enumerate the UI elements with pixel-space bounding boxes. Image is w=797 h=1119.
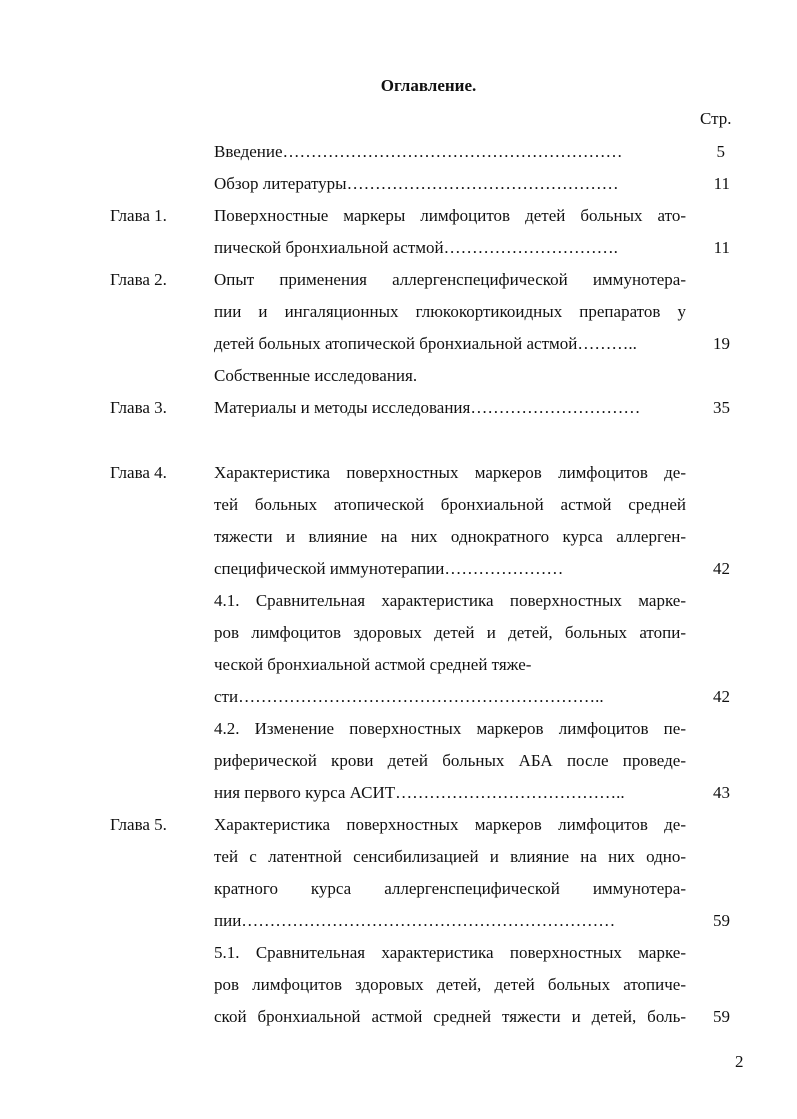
chapter-label: Глава 3. bbox=[110, 398, 167, 417]
toc-entry-text: 4.2. Изменение поверхностных маркеров лимфоцитов пе- bbox=[214, 719, 686, 738]
page-number: 2 bbox=[735, 1052, 744, 1071]
toc-entry-text: ческой бронхиальной астмой средней тяже- bbox=[214, 655, 532, 674]
chapter-label: Глава 2. bbox=[110, 270, 167, 289]
toc-entry-page: 59 bbox=[713, 1007, 730, 1026]
toc-entry-text: Характеристика поверхностных маркеров лимфоцитов де- bbox=[214, 815, 686, 834]
toc-entry-page: 19 bbox=[713, 334, 730, 353]
chapter-label: Глава 5. bbox=[110, 815, 167, 834]
toc-entry-text: Введение…………………………………………………… bbox=[214, 142, 623, 161]
toc-entry-text: тей с латентной сенсибилизацией и влияние на них одно- bbox=[214, 847, 686, 866]
toc-entry-text: ской бронхиальной астмой средней тяжести и детей, боль- bbox=[214, 1007, 686, 1026]
toc-entry-text: 5.1. Сравнительная характеристика поверхностных марке- bbox=[214, 943, 686, 962]
page-column-label: Стр. bbox=[700, 109, 732, 128]
toc-entry-page: 42 bbox=[713, 687, 730, 706]
toc-entry-text: Опыт применения аллергенспецифической иммунотера- bbox=[214, 270, 686, 289]
toc-entry-text: специфической иммунотерапии………………… bbox=[214, 559, 564, 578]
toc-entry-text: Характеристика поверхностных маркеров лимфоцитов де- bbox=[214, 463, 686, 482]
toc-entry-text: Поверхностные маркеры лимфоцитов детей больных ато- bbox=[214, 206, 686, 225]
toc-entry-page: 35 bbox=[713, 398, 730, 417]
chapter-label: Глава 4. bbox=[110, 463, 167, 482]
toc-entry-text: риферической крови детей больных АБА после проведе- bbox=[214, 751, 686, 770]
toc-entry-text: тей больных атопической бронхиальной астмой средней bbox=[214, 495, 686, 514]
toc-entry-text: пии и ингаляционных глюкокортикоидных препаратов у bbox=[214, 302, 686, 321]
toc-entry-text: тяжести и влияние на них однократного курса аллерген- bbox=[214, 527, 686, 546]
toc-entry-page: 11 bbox=[713, 174, 730, 193]
toc-entry-text: Обзор литературы………………………………………… bbox=[214, 174, 619, 193]
toc-entry-page: 42 bbox=[713, 559, 730, 578]
toc-entry-text: Материалы и методы исследования………………………… bbox=[214, 398, 641, 417]
toc-entry-text: пической бронхиальной астмой…………………………. bbox=[214, 238, 618, 257]
toc-entry-text: пии………………………………………………………… bbox=[214, 911, 616, 930]
toc-entry-text: кратного курса аллергенспецифической иммунотера- bbox=[214, 879, 686, 898]
toc-entry-page: 11 bbox=[713, 238, 730, 257]
toc-entry-text: ров лимфоцитов здоровых детей, детей больных атопиче- bbox=[214, 975, 686, 994]
toc-entry-text: ния первого курса АСИТ………………………………….. bbox=[214, 783, 625, 802]
toc-entry-text: сти……………………………………………………….. bbox=[214, 687, 604, 706]
toc-section-heading: Собственные исследования. bbox=[214, 366, 418, 385]
toc-entry-text: ров лимфоцитов здоровых детей и детей, больных атопи- bbox=[214, 623, 686, 642]
toc-title: Оглавление. bbox=[380, 76, 477, 95]
toc-entry-page: 59 bbox=[713, 911, 730, 930]
toc-entry-page: 5 bbox=[716, 142, 725, 161]
chapter-label: Глава 1. bbox=[110, 206, 167, 225]
toc-entry-page: 43 bbox=[713, 783, 730, 802]
toc-entry-text: детей больных атопической бронхиальной астмой……….. bbox=[214, 334, 637, 353]
toc-entry-text: 4.1. Сравнительная характеристика поверхностных марке- bbox=[214, 591, 686, 610]
